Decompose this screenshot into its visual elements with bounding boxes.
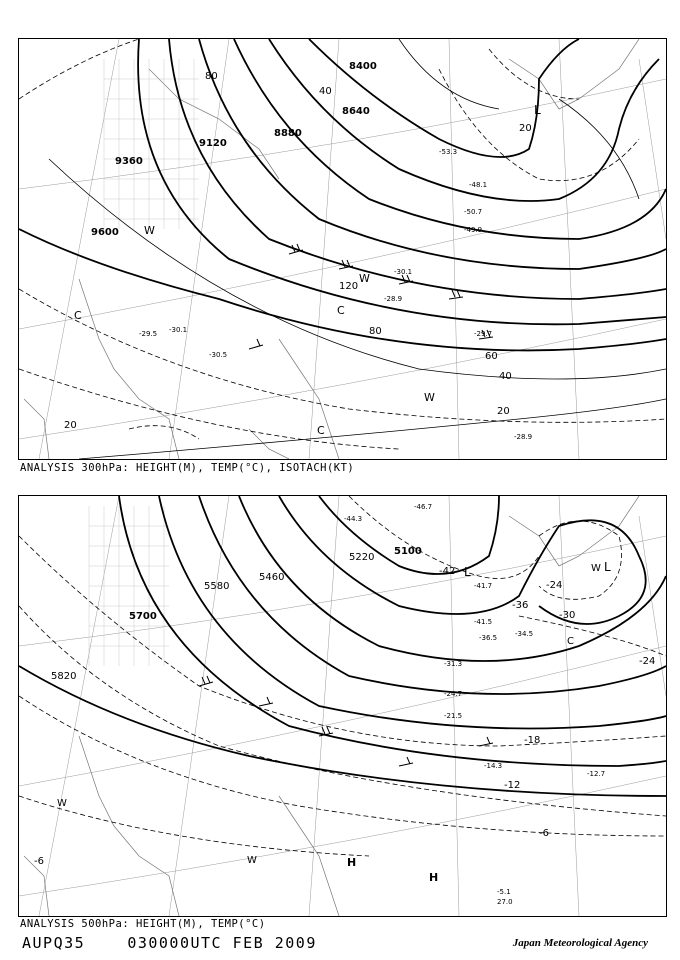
warm-symbol-3: W xyxy=(247,855,257,866)
warm-symbol-2: W xyxy=(359,272,370,285)
isotherm-label-minus36: -36 xyxy=(512,600,529,611)
isotach-label-20-east: 20 xyxy=(497,406,510,417)
temp-label: -49.9 xyxy=(464,226,483,234)
temp-label: -30.5 xyxy=(209,351,228,359)
isotach-label-60: 60 xyxy=(485,351,498,362)
height-label-5460: 5460 xyxy=(259,572,285,583)
station-label: -21.5 xyxy=(444,712,463,720)
graticule xyxy=(19,496,666,916)
isotherm-label-minus6: -6 xyxy=(539,828,549,839)
warm-symbol: W xyxy=(144,224,155,237)
isotherm-label-minus30: -30 xyxy=(559,610,576,621)
low-center-symbol-2: L xyxy=(604,560,611,574)
station-label: -5.1 xyxy=(497,888,511,896)
warm-symbol-2: W xyxy=(57,798,67,809)
graticule xyxy=(19,39,666,459)
height-label-9600: 9600 xyxy=(91,227,119,238)
height-label-9120: 9120 xyxy=(199,138,227,149)
isotach-label-20: 20 xyxy=(64,420,77,431)
chart-identifier xyxy=(22,934,317,952)
isotach-label-80-north: 80 xyxy=(205,71,218,82)
station-label: -24.7 xyxy=(444,690,463,698)
temp-label: -53.3 xyxy=(439,148,458,156)
low-center-symbol: L xyxy=(534,103,541,117)
height-label-5220: 5220 xyxy=(349,552,375,563)
isotherm-label-minus42: -42 xyxy=(439,566,456,577)
temp-label: -29.7 xyxy=(474,330,493,338)
station-label: -12.7 xyxy=(587,770,606,778)
chart-code: AUPQ35 xyxy=(22,934,86,952)
temp-label: -29.5 xyxy=(139,330,158,338)
isotach-label-20-ne: 20 xyxy=(519,123,532,134)
chart-time: 030000UTC FEB 2009 xyxy=(127,934,317,952)
hatch-area xyxy=(89,506,169,666)
height-label-5580: 5580 xyxy=(204,581,230,592)
height-label-5100: 5100 xyxy=(394,546,422,557)
warm-symbol-3: W xyxy=(424,391,435,404)
isotach-label-80: 80 xyxy=(369,326,382,337)
temp-label: -48.1 xyxy=(469,181,488,189)
isotach-label-40-north: 40 xyxy=(319,86,332,97)
map-500hpa xyxy=(18,495,667,917)
isotherm-label-minus12: -12 xyxy=(504,780,521,791)
temp-label: -50.7 xyxy=(464,208,483,216)
map-500hpa-canvas xyxy=(19,496,666,916)
high-center-symbol-2: H xyxy=(429,871,439,884)
station-label: -41.7 xyxy=(474,582,493,590)
isotach-label-120: 120 xyxy=(339,281,359,292)
height-label-8400: 8400 xyxy=(349,61,377,72)
station-label: -41.5 xyxy=(474,618,493,626)
isotherms xyxy=(19,496,666,856)
temp-label: -30.1 xyxy=(169,326,188,334)
temp-label: -28.9 xyxy=(384,295,403,303)
high-center-symbol: H xyxy=(347,856,357,869)
cold-symbol: C xyxy=(567,636,574,647)
isotherm-label-minus6-west: -6 xyxy=(34,856,44,867)
low-center-symbol: L xyxy=(464,565,471,579)
temp-label: -30.1 xyxy=(394,268,413,276)
station-label: 27.0 xyxy=(497,898,513,906)
temp-label: -28.9 xyxy=(514,433,533,441)
isotherm-label-minus24-east: -24 xyxy=(639,656,656,667)
station-label: -36.5 xyxy=(479,634,498,642)
agency-credit: Japan Meteorological Agency xyxy=(512,937,648,949)
station-label: -44.3 xyxy=(344,515,363,523)
caption-500hpa: ANALYSIS 500hPa: HEIGHT(M), TEMP(°C) xyxy=(20,918,266,930)
map-300hpa xyxy=(18,38,667,460)
cold-symbol: C xyxy=(74,309,82,322)
warm-symbol: W xyxy=(591,563,601,574)
isotherm-label-minus18: -18 xyxy=(524,735,541,746)
cold-symbol-3: C xyxy=(317,424,325,437)
isotherm-label-minus24: -24 xyxy=(546,580,563,591)
cold-symbol-2: C xyxy=(337,304,345,317)
height-label-8640: 8640 xyxy=(342,106,370,117)
hatch-area xyxy=(104,59,199,229)
height-label-9360: 9360 xyxy=(115,156,143,167)
height-label-5820: 5820 xyxy=(51,671,77,682)
coastline xyxy=(24,496,639,916)
station-label: -14.3 xyxy=(484,762,503,770)
isotach-label-40: 40 xyxy=(499,371,512,382)
map-300hpa-canvas xyxy=(19,39,666,459)
station-label: -34.5 xyxy=(515,630,534,638)
station-label: -46.7 xyxy=(414,503,433,511)
station-label: -31.3 xyxy=(444,660,463,668)
height-label-8880: 8880 xyxy=(274,128,302,139)
coastline xyxy=(24,39,639,459)
caption-300hpa: ANALYSIS 300hPa: HEIGHT(M), TEMP(°C), ISOTACH(KT) xyxy=(20,462,355,474)
height-label-5700: 5700 xyxy=(129,611,157,622)
